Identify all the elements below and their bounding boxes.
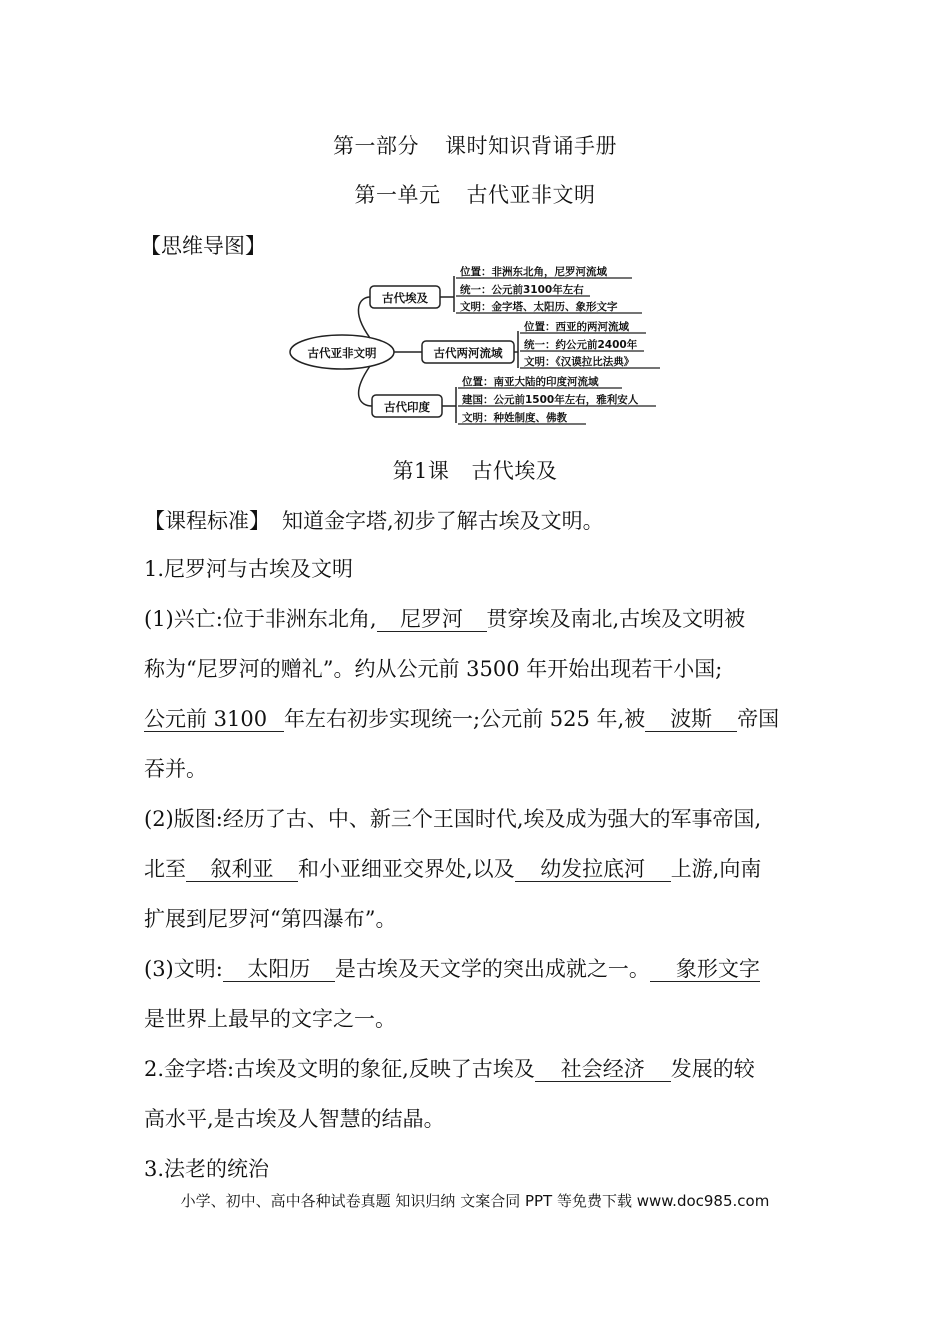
standard-text: 知道金字塔,初步了解古埃及文明。 (282, 509, 604, 533)
blank-answer: 幼发拉底河 (515, 857, 671, 882)
mindmap-leaf: 文明：《汉谟拉比法典》 (524, 356, 635, 368)
mindmap-leaf: 位置：西亚的两河流域 (524, 321, 629, 333)
mindmap-leaf: 文明：金字塔、太阳历、象形文字 (460, 301, 618, 313)
footer-watermark: 小学、初中、高中各种试卷真题 知识归纳 文案合同 PPT 等免费下载 www.doc985.com (180, 1192, 770, 1210)
blank-answer: 叙利亚 (186, 857, 298, 882)
mindmap-branch-india (372, 395, 442, 417)
blank-answer: 波斯 (645, 707, 737, 732)
blank-answer: 公元前 3100 (144, 707, 284, 732)
mindmap-root-label: 古代亚非文明 (307, 346, 377, 360)
mindmap-leaf: 建国：公元前1500年左右，雅利安人 (462, 394, 639, 406)
blank-answer: 象形文字 (650, 957, 760, 982)
mindmap-heading: 【思维导图】 (140, 234, 266, 258)
paragraph-line: 北至 叙利亚 和小亚细亚交界处,以及 幼发拉底河 上游,向南 (144, 857, 762, 881)
blank-answer: 尼罗河 (377, 607, 487, 632)
paragraph-line: 是世界上最早的文字之一。 (144, 1007, 396, 1031)
mindmap-branch-egypt (370, 286, 440, 308)
paragraph-line: 扩展到尼罗河“第四瀑布”。 (144, 907, 397, 931)
lesson-title: 第1课 古代埃及 (392, 459, 558, 483)
paragraph-line: 2.金字塔:古埃及文明的象征,反映了古埃及 社会经济 发展的较 (144, 1057, 755, 1081)
paragraph-line: (1)兴亡:位于非洲东北角, 尼罗河 贯穿埃及南北,古埃及文明被 (144, 607, 746, 631)
mindmap-branch-label: 古代埃及 (382, 291, 428, 305)
standard-label: 【课程标准】 (144, 509, 270, 533)
blank-answer: 太阳历 (223, 957, 335, 982)
section-heading-3: 3.法老的统治 (144, 1157, 270, 1181)
paragraph-line: 公元前 3100 年左右初步实现统一;公元前 525 年,被 波斯 帝国 (144, 707, 780, 731)
mindmap-root-node (290, 335, 394, 369)
paragraph-line: 称为“尼罗河的赠礼”。约从公元前 3500 年开始出现若干小国; (144, 657, 723, 681)
mindmap-branch-mesopotamia (422, 341, 514, 363)
mindmap-branch-label: 古代两河流域 (433, 346, 503, 360)
mindmap-leaf: 统一：公元前3100年左右 (460, 284, 584, 296)
section-heading-1: 1.尼罗河与古埃及文明 (144, 557, 354, 581)
paragraph-line: (2)版图:经历了古、中、新三个王国时代,埃及成为强大的军事帝国, (144, 807, 762, 831)
course-standard (144, 505, 814, 535)
mindmap-branch-label: 古代印度 (384, 400, 430, 414)
mindmap-leaf: 位置：非洲东北角，尼罗河流域 (460, 266, 607, 278)
unit-title: 第一单元 古代亚非文明 (354, 183, 596, 207)
mindmap-leaf: 位置：南亚大陆的印度河流域 (462, 376, 599, 388)
part-title: 第一部分 课时知识背诵手册 (333, 134, 617, 158)
blank-answer: 社会经济 (535, 1057, 671, 1082)
paragraph-line: (3)文明: 太阳历 是古埃及天文学的突出成就之一。 象形文字 (144, 957, 760, 981)
mindmap-leaf: 文明：种姓制度、佛教 (462, 412, 567, 424)
paragraph-line: 吞并。 (144, 757, 207, 781)
mindmap-leaf: 统一：约公元前2400年 (524, 339, 638, 351)
paragraph-line: 高水平,是古埃及人智慧的结晶。 (144, 1107, 445, 1131)
